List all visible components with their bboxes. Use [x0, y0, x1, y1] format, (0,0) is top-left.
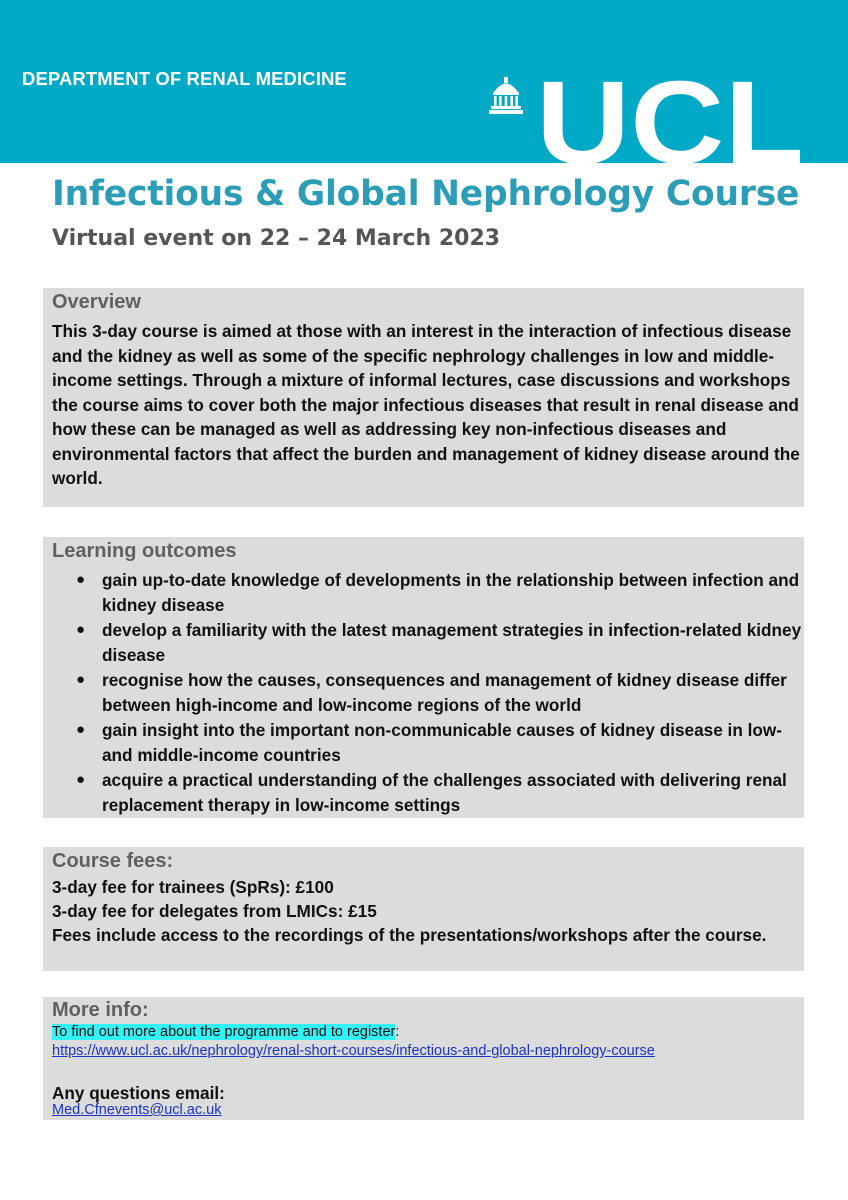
list-item: ● recognise how the causes, consequences and management of kidney disease differ between high-income and low-income regions of the world: [76, 670, 787, 715]
overview-text: This 3-day course is aimed at those with an interest in the interaction of infectious disease and the kidney as well as some of the specific nephrology challenges in low and middle-income settings. Through a mixture of informal lectures, case discussions and workshops the course aims to cover both the major infectious diseases that result in renal disease and how these can be managed as well as addressing key non-infectious diseases and environmental factors that affect the burden and management of kidney disease around the world.: [52, 321, 800, 488]
list-item: ● acquire a practical understanding of the challenges associated with delivering renal replacement therapy in low-income settings: [76, 770, 787, 815]
ucl-logo-text: UCL: [536, 72, 804, 164]
portico-icon: [489, 77, 523, 114]
list-item: ● develop a familiarity with the latest management strategies in infection-related kidney disease: [76, 620, 802, 665]
register-highlight: To find out more about the programme and to register: [52, 1024, 396, 1040]
bullet-icon: ●: [76, 721, 86, 738]
register-text: [52, 1024, 399, 1040]
bullet-icon: ●: [76, 621, 86, 638]
learning-outcomes-list: [43, 568, 802, 818]
ucl-logo: [486, 72, 806, 164]
department-name: DEPARTMENT OF RENAL MEDICINE: [22, 68, 347, 89]
bullet-icon: ●: [76, 671, 86, 688]
fees-recordings-note: Fees include access to the recordings of the presentations/workshops after the course.: [52, 925, 767, 945]
trainee-fee: 3-day fee for trainees (SpRs): £100: [52, 877, 334, 897]
more-info-section: [43, 997, 804, 1120]
list-item: ● gain insight into the important non-communicable causes of kidney disease in low- and middle-income countries: [76, 720, 782, 765]
lmic-fee: 3-day fee for delegates from LMICs: £15: [52, 901, 377, 921]
list-item: ● gain up-to-date knowledge of developments in the relationship between infection and kidney disease: [76, 570, 800, 615]
learning-outcomes-heading: Learning outcomes: [52, 540, 237, 562]
bullet-icon: ●: [76, 571, 86, 588]
course-fees-heading: Course fees:: [52, 850, 174, 872]
bullet-icon: ●: [76, 771, 86, 788]
overview-section: [43, 288, 804, 507]
email-link[interactable]: Med.Cfnevents@ucl.ac.uk: [52, 1102, 222, 1118]
header-banner: [0, 0, 848, 163]
course-fees-section: [43, 847, 804, 971]
questions-heading: Any questions email:: [52, 1083, 225, 1103]
learning-outcomes-section: [43, 537, 804, 818]
overview-heading: Overview: [52, 291, 141, 313]
page-title: Infectious & Global Nephrology Course: [52, 174, 800, 214]
page-subtitle: Virtual event on 22 – 24 March 2023: [52, 226, 501, 251]
register-link[interactable]: https://www.ucl.ac.uk/nephrology/renal-short-courses/infectious-and-global-nephrology-course: [52, 1043, 655, 1059]
register-colon: :: [395, 1024, 400, 1040]
more-info-heading: More info:: [52, 999, 149, 1021]
